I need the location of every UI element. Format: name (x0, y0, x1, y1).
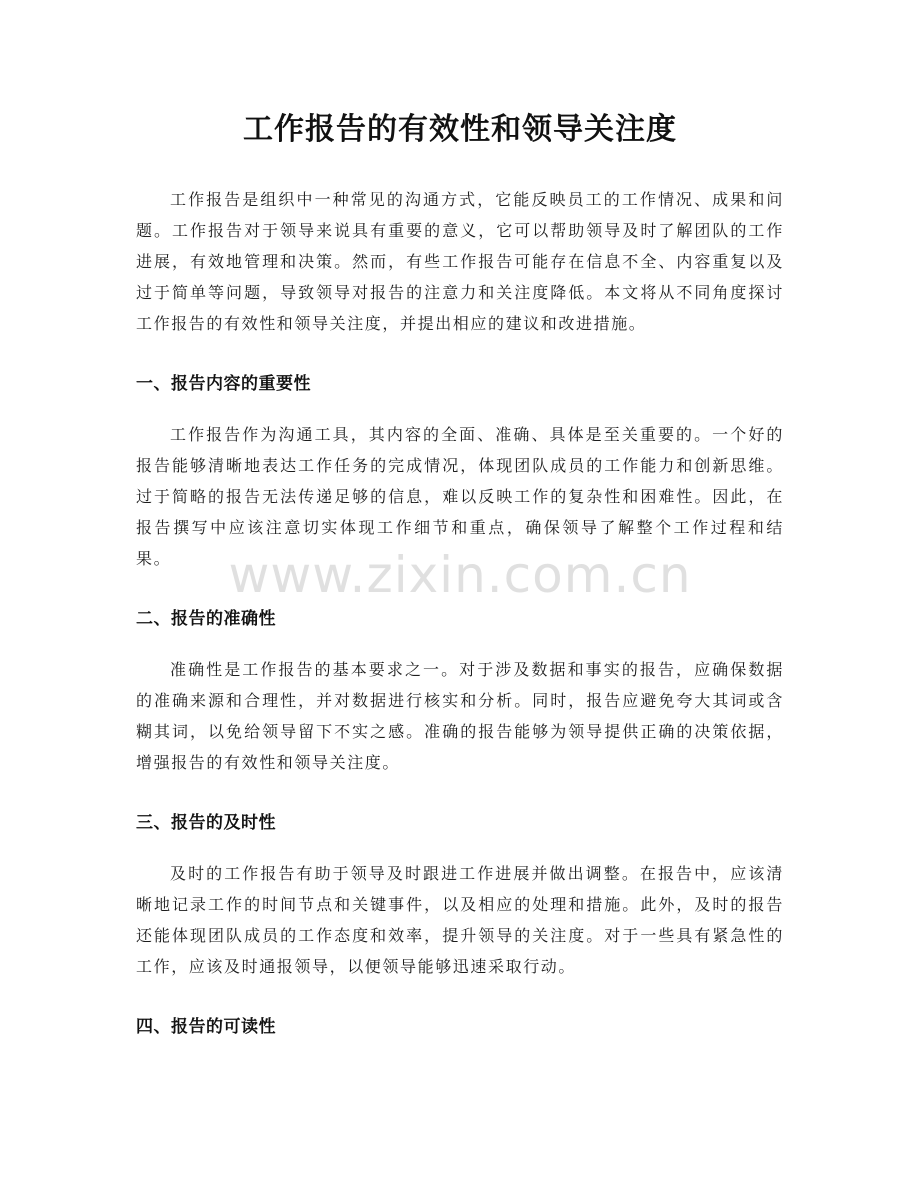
intro-paragraph: 工作报告是组织中一种常见的沟通方式，它能反映员工的工作情况、成果和问题。工作报告对于领导来说具有重要的意义，它可以帮助领导及时了解团队的工作进展，有效地管理和决策。然而，有些工作报告可能存在信息不全、内容重复以及过于简单等问题，导致领导对报告的注意力和关注度降低。本文将从不同角度探讨工作报告的有效性和领导关注度，并提出相应的建议和改进措施。 (136, 190, 784, 333)
section-heading-4: 四、报告的可读性 (136, 1017, 276, 1037)
section-body-1: 工作报告作为沟通工具，其内容的全面、准确、具体是至关重要的。一个好的报告能够清晰地表达工作任务的完成情况，体现团队成员的工作能力和创新思维。过于简略的报告无法传递足够的信息，难以反映工作的复杂性和困难性。因此，在报告撰写中应该注意切实体现工作细节和重点，确保领导了解整个工作过程和结果。 (136, 425, 784, 568)
section-heading-2: 二、报告的准确性 (136, 609, 276, 629)
section-body-3: 及时的工作报告有助于领导及时跟进工作进展并做出调整。在报告中，应该清晰地记录工作的时间节点和关键事件，以及相应的处理和措施。此外，及时的报告还能体现团队成员的工作态度和效率，提升领导的关注度。对于一些具有紧急性的工作，应该及时通报领导，以便领导能够迅速采取行动。 (136, 864, 784, 976)
watermark: www.zixin.com.cn (228, 546, 692, 604)
section-heading-1: 一、报告内容的重要性 (136, 374, 311, 394)
section-body-2: 准确性是工作报告的基本要求之一。对于涉及数据和事实的报告，应确保数据的准确来源和合理性，并对数据进行核实和分析。同时，报告应避免夸大其词或含糊其词，以免给领导留下不实之感。准确的报告能够为领导提供正确的决策依据，增强报告的有效性和领导关注度。 (136, 660, 784, 772)
section-heading-3: 三、报告的及时性 (136, 813, 276, 833)
document-title: 工作报告的有效性和领导关注度 (243, 112, 677, 147)
